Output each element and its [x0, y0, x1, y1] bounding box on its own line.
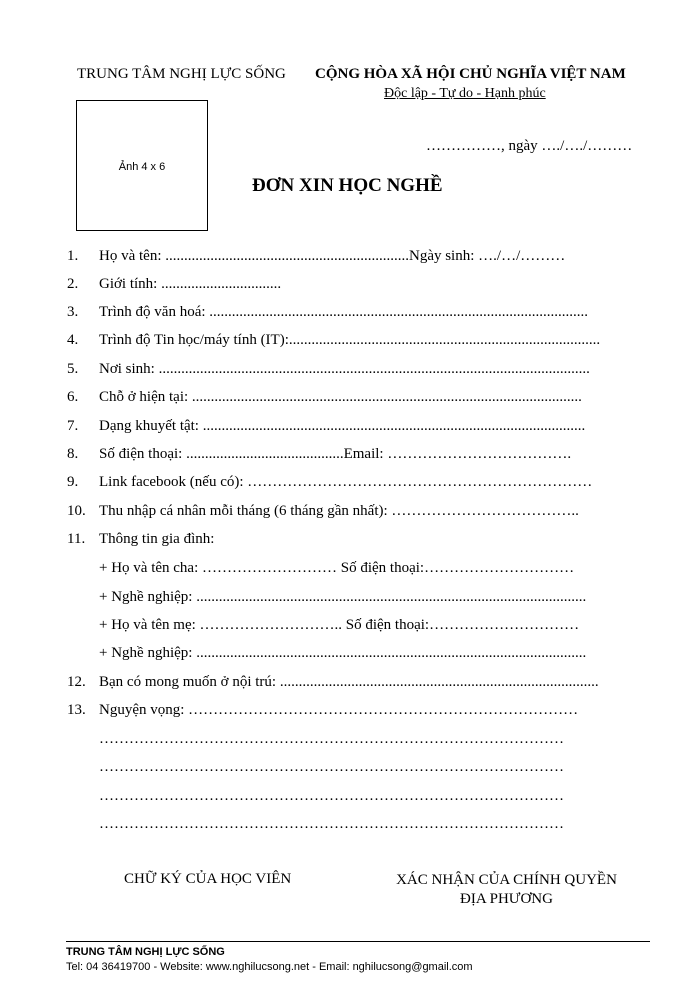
field-aspiration[interactable]: Nguyện vọng: ……………………………………………………………………: [99, 702, 579, 718]
field-facebook[interactable]: Link facebook (nếu có): ……………………………………………………………: [99, 474, 593, 490]
aspiration-line-text[interactable]: …………………………………………………………………………………: [99, 759, 564, 775]
field-father-name-phone[interactable]: + Họ và tên cha: ……………………… Số điện thoại:…………………………: [99, 560, 575, 576]
authority-confirmation-label: XÁC NHẬN CỦA CHÍNH QUYỀN ĐỊA PHƯƠNG: [396, 872, 617, 907]
field-fullname-dob[interactable]: Họ và tên: .................................................................Ngày sinh: …./…/………: [99, 248, 566, 264]
field-income[interactable]: Thu nhập cá nhân mỗi tháng (6 tháng gần nhất): ………………………………..: [99, 503, 579, 519]
field-disability[interactable]: Dạng khuyết tật: ......................................................................................................: [99, 418, 586, 434]
aspiration-line-text[interactable]: …………………………………………………………………………………: [99, 788, 564, 804]
field-number: 1.: [67, 248, 79, 264]
field-gender[interactable]: Giới tính: ................................: [99, 276, 282, 292]
date-line: ……………, ngày …./…./………: [426, 138, 633, 154]
field-number: 10.: [67, 503, 86, 519]
field-number: 13.: [67, 702, 86, 718]
student-signature-label: CHỮ KÝ CỦA HỌC VIÊN: [124, 871, 292, 887]
form-title: ĐƠN XIN HỌC NGHỀ: [252, 175, 443, 196]
field-number: 6.: [67, 389, 79, 405]
field-number: 5.: [67, 361, 79, 377]
field-father-occupation[interactable]: + Nghề nghiệp: ........................................................................................................: [99, 589, 587, 605]
footer-contact: Tel: 04 36419700 - Website: www.nghilucsong.net - Email: nghilucsong@gmail.com: [66, 961, 473, 973]
field-education[interactable]: Trình độ văn hoá: .....................................................................................................: [99, 304, 589, 320]
field-boarding[interactable]: Bạn có mong muốn ở nội trú: .....................................................................................: [99, 674, 599, 690]
photo-label: Ảnh 4 x 6: [118, 161, 166, 173]
field-number: 3.: [67, 304, 79, 320]
national-motto: Độc lập - Tự do - Hạnh phúc: [384, 86, 546, 101]
footer-divider: [66, 941, 650, 942]
aspiration-line-text[interactable]: …………………………………………………………………………………: [99, 816, 564, 832]
field-current-address[interactable]: Chỗ ở hiện tại: ........................................................................................................: [99, 389, 582, 405]
field-birthplace[interactable]: Nơi sinh: ...................................................................................................................: [99, 361, 590, 377]
field-number: 2.: [67, 276, 79, 292]
organization-name: TRUNG TÂM NGHỊ LỰC SỐNG: [77, 66, 286, 82]
field-number: 4.: [67, 332, 79, 348]
field-mother-name-phone[interactable]: + Họ và tên mẹ: ……………………….. Số điện thoại:…………………………: [99, 617, 580, 633]
field-it-level[interactable]: Trình độ Tin học/máy tính (IT):...................................................................................: [99, 332, 601, 348]
footer-organization: TRUNG TÂM NGHỊ LỰC SỐNG: [66, 946, 225, 958]
field-number: 9.: [67, 474, 79, 490]
field-number: 8.: [67, 446, 79, 462]
field-family-info: Thông tin gia đình:: [99, 531, 215, 547]
aspiration-line-text[interactable]: …………………………………………………………………………………: [99, 731, 564, 747]
field-mother-occupation[interactable]: + Nghề nghiệp: ........................................................................................................: [99, 645, 587, 661]
field-number: 12.: [67, 674, 86, 690]
national-title: CỘNG HÒA XÃ HỘI CHỦ NGHĨA VIỆT NAM: [315, 66, 626, 82]
field-number: 11.: [67, 531, 86, 547]
field-number: 7.: [67, 418, 79, 434]
field-phone-email[interactable]: Số điện thoại: ..........................................Email: ……………………………….: [99, 446, 572, 462]
photo-placeholder: [76, 100, 208, 231]
